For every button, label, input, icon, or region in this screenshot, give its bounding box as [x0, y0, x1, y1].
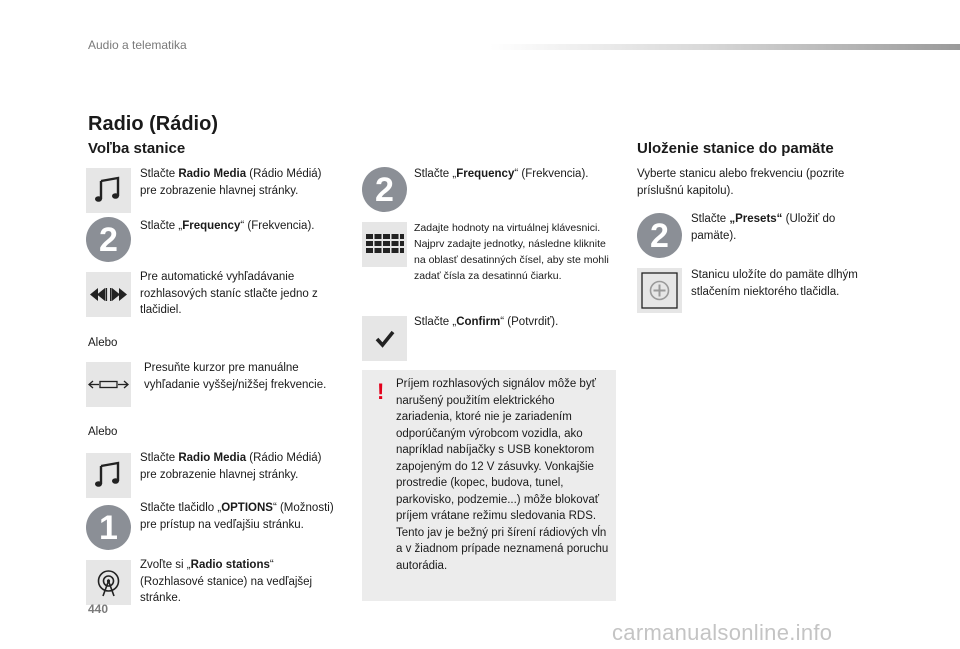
header-gradient-bar: [490, 44, 960, 50]
heading-save-station: Uloženie stanice do pamäte: [637, 140, 834, 157]
step-long-press-text: Stanicu uložíte do pamäte dlhým stlačením niektorého tlačidla.: [691, 269, 858, 298]
section-header: Audio a telematika: [88, 38, 187, 52]
step-options-text: Stlačte tlačidlo „OPTIONS“ (Možnosti) pre prístup na vedľajšiu stránku.: [140, 502, 334, 531]
step-frequency-text-2: Stlačte „Frequency“ (Frekvencia).: [414, 168, 589, 180]
warning-text: Príjem rozhlasových signálov môže byť narušený použitím elektrického zariadenia, ktoré nie je zariadením odporúčaným výrobcom vozidla, ako napríklad nabíjačky s USB konektorom zapojeným do 12 V zásuvky. Vonkajšie prostredie (kopec, budova, tunel, parkovisko, podzemie...) môže blokovať príjem vrátane režimu sledovania RDS. Tento jav je bežný pri šírení rádiových vĺn a v žiadnom prípade neznamená poruchu autorádia.: [396, 378, 609, 572]
step-virtual-keyboard-text: Zadajte hodnoty na virtuálnej klávesnici. Najprv zadajte jednotky, následne kliknite na oblasť desatinných čísel, aby ste mohli zadať čísla za desatinnú čiarku.: [414, 222, 609, 282]
radio-antenna-icon: [86, 560, 131, 605]
music-note-icon: [86, 453, 131, 498]
keypad-icon: [362, 222, 407, 267]
step-auto-search-text: Pre automatické vyhľadávanie rozhlasových staníc stlačte jedno z tlačidiel.: [140, 271, 318, 316]
step-number-2: 2: [637, 213, 682, 258]
step-manual-search-text: Presuňte kurzor pre manuálne vyhľadanie vyššej/nižšej frekvencie.: [144, 362, 327, 391]
frequency-slider-icon: [86, 362, 131, 407]
checkmark-icon: [362, 316, 407, 361]
step-presets-text: Stlačte „Presets“ (Uložiť do pamäte).: [691, 213, 836, 242]
page-number: 440: [88, 602, 109, 616]
save-intro-text: Vyberte stanicu alebo frekvenciu (pozrite príslušnú kapitolu).: [637, 168, 845, 197]
page-title: Radio (Rádio): [88, 113, 218, 135]
preset-plus-icon: [637, 268, 682, 313]
step-number-1: 1: [86, 505, 131, 550]
or-label: Alebo: [88, 426, 118, 438]
step-radio-media-text-2: Stlačte Radio Media (Rádio Médiá) pre zobrazenie hlavnej stránky.: [140, 452, 322, 481]
or-label: Alebo: [88, 337, 118, 349]
warning-icon: !: [377, 379, 385, 404]
seek-buttons-icon: [86, 272, 131, 317]
step-radio-stations-text: Zvoľte si „Radio stations“ (Rozhlasové stanice) na vedľajšej stránke.: [140, 559, 313, 604]
heading-station-selection: Voľba stanice: [88, 140, 186, 157]
watermark: carmanualsonline.info: [612, 620, 833, 645]
step-frequency-text: Stlačte „Frequency“ (Frekvencia).: [140, 220, 315, 232]
music-note-icon: [86, 168, 131, 213]
step-number-2: 2: [362, 167, 407, 212]
step-radio-media-text: Stlačte Radio Media (Rádio Médiá) pre zobrazenie hlavnej stránky.: [140, 168, 322, 197]
step-number-2: 2: [86, 217, 131, 262]
step-confirm-text: Stlačte „Confirm“ (Potvrdiť).: [414, 316, 559, 328]
